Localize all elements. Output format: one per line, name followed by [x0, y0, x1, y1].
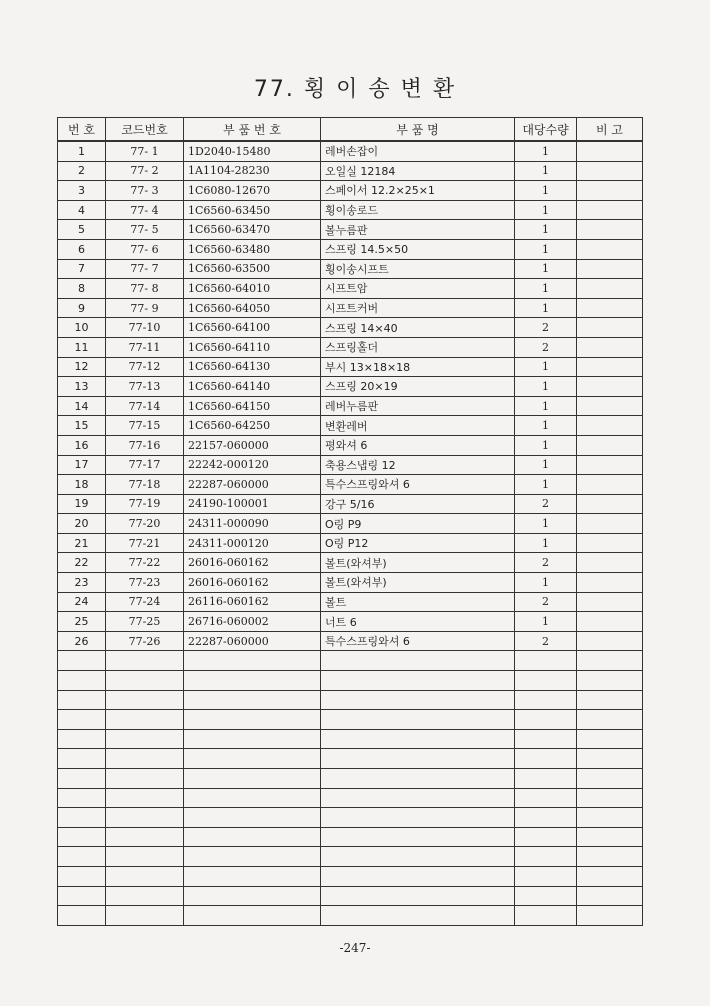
cell-remarks — [577, 337, 643, 357]
cell-remarks — [577, 161, 643, 181]
cell-code: 77- 1 — [106, 141, 184, 161]
cell-code: 77-20 — [106, 514, 184, 534]
cell-code: 77-16 — [106, 435, 184, 455]
cell-no — [58, 827, 106, 847]
cell-no: 8 — [58, 279, 106, 299]
cell-no: 2 — [58, 161, 106, 181]
cell-qty: 2 — [515, 337, 577, 357]
cell-part-no: 26716-060002 — [184, 612, 321, 632]
cell-code: 77-24 — [106, 592, 184, 612]
cell-no — [58, 671, 106, 691]
cell-no — [58, 886, 106, 906]
cell-code: 77-25 — [106, 612, 184, 632]
cell-no: 25 — [58, 612, 106, 632]
cell-part-name: 부시 13×18×18 — [321, 357, 515, 377]
cell-part-name — [321, 710, 515, 730]
cell-qty — [515, 906, 577, 926]
cell-code: 77-22 — [106, 553, 184, 573]
table-row — [58, 141, 643, 161]
cell-qty: 2 — [515, 318, 577, 338]
cell-remarks — [577, 749, 643, 769]
cell-no: 18 — [58, 475, 106, 495]
cell-code: 77-21 — [106, 533, 184, 553]
parts-table — [57, 117, 643, 926]
table-row — [58, 475, 643, 495]
table-row — [58, 612, 643, 632]
cell-no: 5 — [58, 220, 106, 240]
cell-qty: 1 — [515, 435, 577, 455]
cell-part-no — [184, 710, 321, 730]
cell-part-no — [184, 749, 321, 769]
cell-part-no — [184, 690, 321, 710]
cell-no: 23 — [58, 573, 106, 593]
cell-qty: 2 — [515, 631, 577, 651]
cell-part-no: 1C6560-64140 — [184, 377, 321, 397]
table-row — [58, 200, 643, 220]
cell-part-no — [184, 769, 321, 789]
cell-no — [58, 847, 106, 867]
cell-qty: 1 — [515, 239, 577, 259]
cell-qty: 1 — [515, 377, 577, 397]
cell-part-no — [184, 651, 321, 671]
cell-no — [58, 710, 106, 730]
cell-remarks — [577, 769, 643, 789]
cell-code — [106, 847, 184, 867]
cell-no — [58, 808, 106, 828]
cell-remarks — [577, 455, 643, 475]
cell-code: 77-11 — [106, 337, 184, 357]
cell-no — [58, 651, 106, 671]
cell-remarks — [577, 357, 643, 377]
table-row — [58, 533, 643, 553]
cell-code — [106, 886, 184, 906]
cell-no: 19 — [58, 494, 106, 514]
cell-code — [106, 651, 184, 671]
cell-qty: 1 — [515, 181, 577, 201]
cell-qty — [515, 808, 577, 828]
cell-remarks — [577, 514, 643, 534]
cell-part-no: 1C6560-64100 — [184, 318, 321, 338]
cell-remarks — [577, 671, 643, 691]
cell-qty: 1 — [515, 298, 577, 318]
cell-part-name: 볼트(와셔부) — [321, 573, 515, 593]
cell-part-name: 오일실 12184 — [321, 161, 515, 181]
table-row — [58, 220, 643, 240]
cell-no: 22 — [58, 553, 106, 573]
header-no: 번 호 — [58, 118, 106, 142]
cell-part-no — [184, 808, 321, 828]
empty-table-row — [58, 729, 643, 749]
cell-remarks — [577, 279, 643, 299]
cell-qty: 1 — [515, 573, 577, 593]
cell-part-no: 1C6560-64250 — [184, 416, 321, 436]
cell-qty — [515, 729, 577, 749]
cell-qty — [515, 749, 577, 769]
cell-code — [106, 729, 184, 749]
cell-remarks — [577, 259, 643, 279]
cell-no: 21 — [58, 533, 106, 553]
table-row — [58, 337, 643, 357]
empty-table-row — [58, 690, 643, 710]
cell-part-no — [184, 886, 321, 906]
cell-code: 77-26 — [106, 631, 184, 651]
cell-no — [58, 729, 106, 749]
cell-part-no — [184, 866, 321, 886]
cell-remarks — [577, 533, 643, 553]
cell-part-name — [321, 690, 515, 710]
header-part-name: 부 품 명 — [321, 118, 515, 142]
cell-part-name: 스페이서 12.2×25×1 — [321, 181, 515, 201]
cell-qty — [515, 827, 577, 847]
cell-qty: 1 — [515, 220, 577, 240]
cell-part-name: O링 P12 — [321, 533, 515, 553]
page-number: -247- — [339, 941, 371, 955]
cell-qty — [515, 886, 577, 906]
cell-code: 77- 7 — [106, 259, 184, 279]
table-row — [58, 239, 643, 259]
cell-part-no: 1C6560-64150 — [184, 396, 321, 416]
cell-part-name — [321, 886, 515, 906]
cell-part-name: 특수스프링와셔 6 — [321, 475, 515, 495]
cell-part-name — [321, 749, 515, 769]
cell-qty — [515, 671, 577, 691]
table-row — [58, 494, 643, 514]
cell-remarks — [577, 631, 643, 651]
cell-no: 4 — [58, 200, 106, 220]
cell-part-no — [184, 827, 321, 847]
cell-code: 77-14 — [106, 396, 184, 416]
cell-remarks — [577, 847, 643, 867]
cell-no: 7 — [58, 259, 106, 279]
cell-no — [58, 788, 106, 808]
cell-part-no: 1C6560-64130 — [184, 357, 321, 377]
empty-table-row — [58, 671, 643, 691]
cell-code: 77- 9 — [106, 298, 184, 318]
cell-remarks — [577, 141, 643, 161]
cell-remarks — [577, 592, 643, 612]
cell-code: 77- 6 — [106, 239, 184, 259]
header-qty: 대당수량 — [515, 118, 577, 142]
cell-part-name: 시프트암 — [321, 279, 515, 299]
header-code: 코드번호 — [106, 118, 184, 142]
cell-part-name: 시프트커버 — [321, 298, 515, 318]
cell-qty: 1 — [515, 475, 577, 495]
cell-qty: 1 — [515, 141, 577, 161]
cell-code — [106, 906, 184, 926]
empty-table-row — [58, 710, 643, 730]
cell-part-name — [321, 866, 515, 886]
empty-table-row — [58, 847, 643, 867]
cell-part-no: 1D2040-15480 — [184, 141, 321, 161]
cell-part-name — [321, 788, 515, 808]
cell-no: 17 — [58, 455, 106, 475]
cell-remarks — [577, 886, 643, 906]
table-row — [58, 396, 643, 416]
cell-qty: 1 — [515, 279, 577, 299]
cell-part-name — [321, 808, 515, 828]
cell-code — [106, 769, 184, 789]
cell-remarks — [577, 181, 643, 201]
cell-code: 77-13 — [106, 377, 184, 397]
cell-part-name — [321, 729, 515, 749]
cell-part-name — [321, 827, 515, 847]
cell-code: 77-17 — [106, 455, 184, 475]
cell-code — [106, 808, 184, 828]
cell-no: 6 — [58, 239, 106, 259]
cell-part-no: 26116-060162 — [184, 592, 321, 612]
cell-part-name: 축용스냅링 12 — [321, 455, 515, 475]
cell-part-name: 볼트(와셔부) — [321, 553, 515, 573]
cell-qty: 1 — [515, 514, 577, 534]
cell-part-name: 레버손잡이 — [321, 141, 515, 161]
cell-remarks — [577, 220, 643, 240]
cell-code: 77-23 — [106, 573, 184, 593]
empty-table-row — [58, 651, 643, 671]
cell-part-no: 22287-060000 — [184, 631, 321, 651]
cell-part-no: 22287-060000 — [184, 475, 321, 495]
cell-part-no: 22242-000120 — [184, 455, 321, 475]
cell-remarks — [577, 808, 643, 828]
table-header-row — [58, 118, 643, 142]
cell-no — [58, 769, 106, 789]
cell-part-no: 24190-100001 — [184, 494, 321, 514]
table-row — [58, 553, 643, 573]
cell-part-name — [321, 769, 515, 789]
table-row — [58, 631, 643, 651]
empty-table-row — [58, 866, 643, 886]
empty-table-row — [58, 788, 643, 808]
cell-no — [58, 866, 106, 886]
cell-no: 26 — [58, 631, 106, 651]
cell-remarks — [577, 416, 643, 436]
cell-part-no: 24311-000120 — [184, 533, 321, 553]
cell-qty — [515, 769, 577, 789]
cell-code: 77-15 — [106, 416, 184, 436]
cell-remarks — [577, 435, 643, 455]
empty-table-row — [58, 906, 643, 926]
cell-qty: 1 — [515, 161, 577, 181]
header-part-no: 부 품 번 호 — [184, 118, 321, 142]
cell-remarks — [577, 573, 643, 593]
cell-part-name: 스프링 14×40 — [321, 318, 515, 338]
cell-no: 3 — [58, 181, 106, 201]
cell-no: 15 — [58, 416, 106, 436]
cell-remarks — [577, 396, 643, 416]
cell-part-name: 변환레버 — [321, 416, 515, 436]
cell-no: 24 — [58, 592, 106, 612]
cell-part-name — [321, 651, 515, 671]
cell-code: 77- 4 — [106, 200, 184, 220]
cell-remarks — [577, 651, 643, 671]
cell-qty — [515, 847, 577, 867]
cell-remarks — [577, 494, 643, 514]
cell-qty: 2 — [515, 553, 577, 573]
table-row — [58, 161, 643, 181]
cell-remarks — [577, 298, 643, 318]
cell-code: 77-18 — [106, 475, 184, 495]
empty-table-row — [58, 827, 643, 847]
cell-code — [106, 788, 184, 808]
table-row — [58, 279, 643, 299]
cell-qty: 1 — [515, 396, 577, 416]
cell-remarks — [577, 827, 643, 847]
cell-part-no: 26016-060162 — [184, 553, 321, 573]
cell-code — [106, 690, 184, 710]
cell-remarks — [577, 906, 643, 926]
cell-code — [106, 827, 184, 847]
cell-remarks — [577, 612, 643, 632]
cell-part-no: 1C6560-63500 — [184, 259, 321, 279]
cell-remarks — [577, 729, 643, 749]
cell-part-name: 스프링홀더 — [321, 337, 515, 357]
table-row — [58, 259, 643, 279]
cell-part-no: 1C6560-63470 — [184, 220, 321, 240]
cell-no: 1 — [58, 141, 106, 161]
cell-no: 13 — [58, 377, 106, 397]
cell-qty — [515, 690, 577, 710]
cell-part-name: 너트 6 — [321, 612, 515, 632]
cell-part-name: 강구 5/16 — [321, 494, 515, 514]
cell-remarks — [577, 553, 643, 573]
cell-part-no — [184, 671, 321, 691]
cell-part-no: 26016-060162 — [184, 573, 321, 593]
page-title: 77. 횡 이 송 변 환 — [253, 77, 457, 102]
cell-remarks — [577, 475, 643, 495]
cell-no: 12 — [58, 357, 106, 377]
cell-qty: 1 — [515, 357, 577, 377]
cell-part-no: 1C6560-64050 — [184, 298, 321, 318]
cell-code — [106, 749, 184, 769]
cell-part-no — [184, 906, 321, 926]
cell-part-name: 횡이송로드 — [321, 200, 515, 220]
cell-qty: 1 — [515, 612, 577, 632]
cell-part-no: 1C6560-64110 — [184, 337, 321, 357]
cell-code: 77-12 — [106, 357, 184, 377]
table-row — [58, 455, 643, 475]
cell-part-name — [321, 847, 515, 867]
cell-code: 77- 8 — [106, 279, 184, 299]
cell-remarks — [577, 200, 643, 220]
cell-part-name: 평와셔 6 — [321, 435, 515, 455]
cell-no: 20 — [58, 514, 106, 534]
cell-part-no — [184, 729, 321, 749]
cell-part-no — [184, 788, 321, 808]
table-row — [58, 514, 643, 534]
cell-part-name — [321, 906, 515, 926]
cell-part-no: 22157-060000 — [184, 435, 321, 455]
cell-part-no: 1C6560-64010 — [184, 279, 321, 299]
cell-no: 16 — [58, 435, 106, 455]
cell-part-name: 스프링 14.5×50 — [321, 239, 515, 259]
table-row — [58, 592, 643, 612]
cell-qty: 1 — [515, 416, 577, 436]
cell-part-no: 1C6080-12670 — [184, 181, 321, 201]
cell-part-no: 24311-000090 — [184, 514, 321, 534]
cell-no: 14 — [58, 396, 106, 416]
cell-code: 77- 5 — [106, 220, 184, 240]
cell-remarks — [577, 710, 643, 730]
cell-remarks — [577, 377, 643, 397]
cell-part-name: 횡이송시프트 — [321, 259, 515, 279]
cell-no: 11 — [58, 337, 106, 357]
cell-part-no: 1C6560-63450 — [184, 200, 321, 220]
cell-code — [106, 671, 184, 691]
cell-code — [106, 866, 184, 886]
cell-remarks — [577, 239, 643, 259]
cell-part-name: O링 P9 — [321, 514, 515, 534]
table-row — [58, 416, 643, 436]
cell-qty: 2 — [515, 592, 577, 612]
cell-no: 10 — [58, 318, 106, 338]
cell-no: 9 — [58, 298, 106, 318]
cell-no — [58, 690, 106, 710]
cell-no — [58, 906, 106, 926]
cell-part-name: 스프링 20×19 — [321, 377, 515, 397]
table-row — [58, 435, 643, 455]
cell-qty: 1 — [515, 259, 577, 279]
empty-table-row — [58, 808, 643, 828]
cell-part-name: 특수스프링와셔 6 — [321, 631, 515, 651]
cell-part-name — [321, 671, 515, 691]
cell-qty: 2 — [515, 494, 577, 514]
cell-qty: 1 — [515, 200, 577, 220]
cell-part-no: 1C6560-63480 — [184, 239, 321, 259]
cell-code: 77-10 — [106, 318, 184, 338]
cell-part-no — [184, 847, 321, 867]
empty-table-row — [58, 769, 643, 789]
cell-part-name: 볼트 — [321, 592, 515, 612]
cell-qty — [515, 710, 577, 730]
header-remarks: 비 고 — [577, 118, 643, 142]
cell-qty: 1 — [515, 533, 577, 553]
table-row — [58, 181, 643, 201]
table-row — [58, 377, 643, 397]
table-row — [58, 573, 643, 593]
cell-no — [58, 749, 106, 769]
cell-remarks — [577, 318, 643, 338]
cell-code: 77- 2 — [106, 161, 184, 181]
cell-part-name: 레버누름판 — [321, 396, 515, 416]
cell-code: 77-19 — [106, 494, 184, 514]
cell-part-no: 1A1104-28230 — [184, 161, 321, 181]
table-row — [58, 298, 643, 318]
cell-qty — [515, 651, 577, 671]
table-row — [58, 318, 643, 338]
table-row — [58, 357, 643, 377]
empty-table-row — [58, 749, 643, 769]
cell-code: 77- 3 — [106, 181, 184, 201]
cell-qty — [515, 866, 577, 886]
cell-remarks — [577, 690, 643, 710]
cell-remarks — [577, 866, 643, 886]
empty-table-row — [58, 886, 643, 906]
cell-part-name: 볼누름판 — [321, 220, 515, 240]
cell-qty: 1 — [515, 455, 577, 475]
cell-qty — [515, 788, 577, 808]
cell-remarks — [577, 788, 643, 808]
cell-code — [106, 710, 184, 730]
